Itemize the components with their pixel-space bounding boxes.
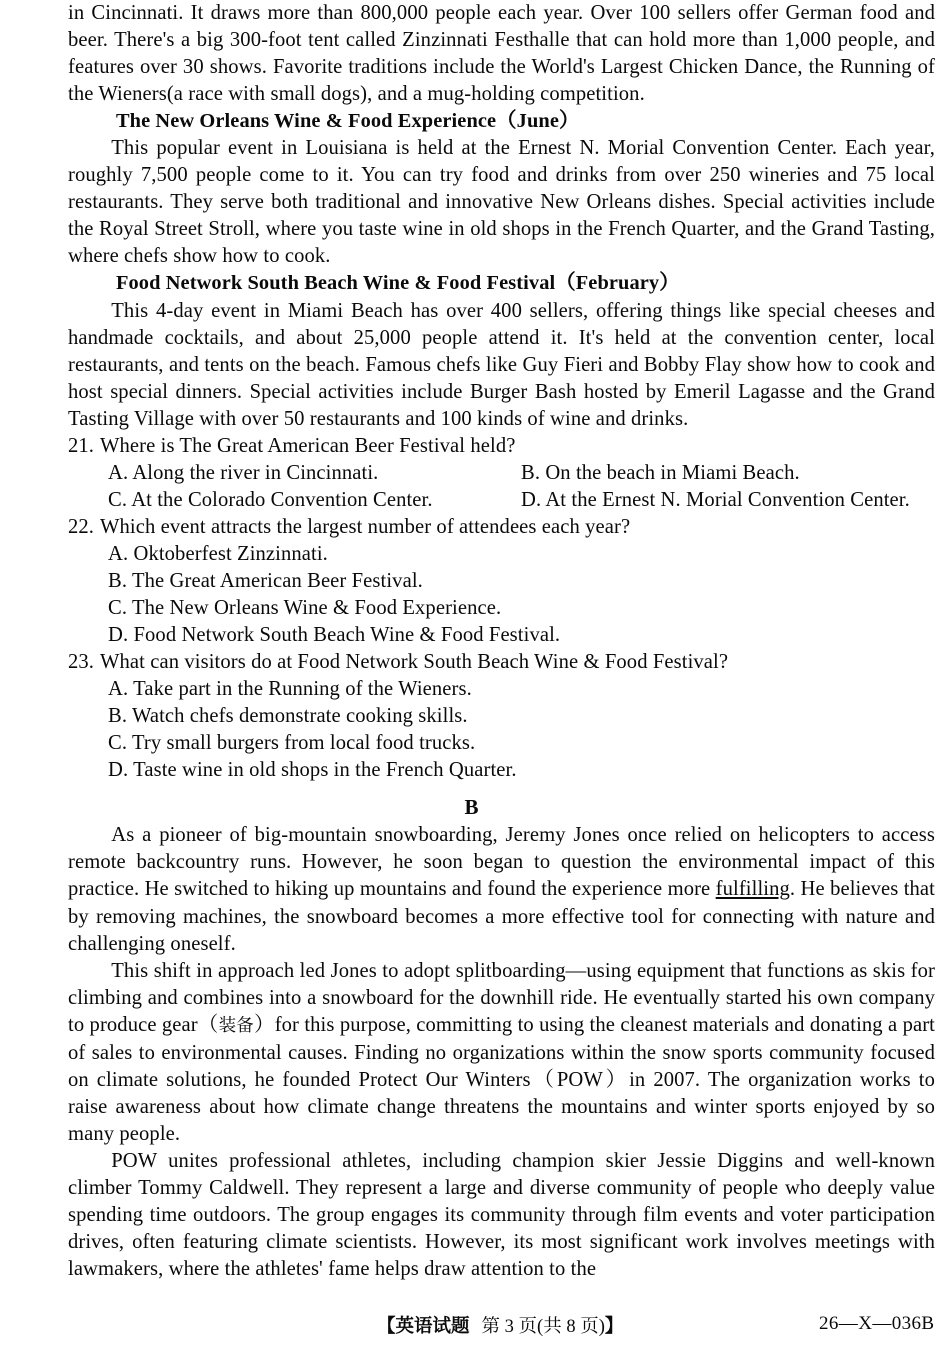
passage-b-p2-post: ）for this purpose, committing to using the cleanest materials and donating a part of sales to environmental causes. Finding no organizations within the snow sports community focused on climate solutions, he founded Protect Our Winters（POW）in 2007. The organization works to raise awareness about how climate change threatens the mountains and winter sports enjoyed by so many people. bbox=[68, 1013, 936, 1145]
event-body-south-beach: This 4-day event in Miami Beach has over 400 sellers, offering things like special cheeses and handmade cocktails, and about 25,000 people attend it. It's held at the convention center, local restaurants, and tents on the beach. Famous chefs like Guy Fieri and Bobby Flay show how to cook and host special dinners. Special activities include Burger Bash hosted by Emeril Lagasse and the Grand Tasting Village with over 50 restaurants and 100 kinds of wine and drinks. bbox=[68, 299, 935, 430]
page-footer bbox=[0, 1312, 950, 1346]
question-23-option-a[interactable]: A. Take part in the Running of the Wieners. bbox=[108, 678, 472, 701]
question-23-option-d[interactable]: D. Taste wine in old shops in the French Quarter. bbox=[108, 759, 517, 782]
footer-page-marker bbox=[377, 1312, 623, 1338]
question-21-option-a[interactable]: A. Along the river in Cincinnati. bbox=[108, 461, 379, 484]
question-21-option-d[interactable]: D. At the Ernest N. Morial Convention Center. bbox=[521, 488, 910, 511]
question-22-option-a[interactable]: A. Oktoberfest Zinzinnati. bbox=[108, 542, 328, 565]
passage-b-p1-pre: As a pioneer of big-mountain snowboarding, Jeremy Jones once relied on helicopters to access remote backcountry runs. However, he soon began to question the environmental impact of this practice. He switched to hiking up mountains and found the experience more bbox=[68, 824, 935, 901]
question-21-number: 21. bbox=[68, 434, 95, 457]
question-21-option-b[interactable]: B. On the beach in Miami Beach. bbox=[521, 461, 800, 484]
question-21-option-row-1 bbox=[68, 460, 935, 487]
passage-b-paragraph-1 bbox=[68, 822, 935, 957]
footer-bracket-close: 】 bbox=[604, 1316, 624, 1337]
question-21-stem: Where is The Great American Beer Festival held? bbox=[100, 434, 516, 457]
passage-b-p1-post: . He believes that by removing machines, the snowboard becomes a more effective tool for connecting with nature and challenging oneself. bbox=[68, 878, 935, 955]
section-heading-b: B bbox=[464, 795, 479, 820]
footer-subject: 英语试题 bbox=[395, 1316, 470, 1337]
glossed-word-fulfilling: fulfilling bbox=[715, 878, 790, 901]
chinese-gloss-gear: 装备 bbox=[218, 1015, 254, 1036]
page-body-column bbox=[68, 0, 935, 1283]
question-22-option-c[interactable]: C. The New Orleans Wine & Food Experience. bbox=[108, 597, 502, 620]
question-22-number: 22. bbox=[68, 515, 95, 538]
footer-page-label: 第 3 页(共 8 页) bbox=[481, 1317, 605, 1337]
passage-b-paragraph-3: POW unites professional athletes, including champion skier Jessie Diggins and well-known climber Tommy Caldwell. They represent a large and diverse community of people who deeply value spending time outdoors. The group engages its community through film events and voter participation drives, often featuring climate scientists. However, its most significant work involves meetings with lawmakers, where the athletes' fame helps draw attention to the bbox=[68, 1149, 935, 1281]
question-23-option-b[interactable]: B. Watch chefs demonstrate cooking skills. bbox=[108, 705, 468, 728]
question-23 bbox=[68, 649, 935, 676]
passage-b-paragraph-2 bbox=[68, 958, 935, 1148]
event-heading-south-beach: Food Network South Beach Wine & Food Festival（February） bbox=[115, 272, 680, 295]
question-23-number: 23. bbox=[68, 651, 95, 674]
question-23-stem: What can visitors do at Food Network South Beach Wine & Food Festival? bbox=[100, 651, 729, 674]
section-spacer bbox=[68, 784, 935, 792]
question-22-option-d[interactable]: D. Food Network South Beach Wine & Food Festival. bbox=[108, 624, 561, 647]
question-21 bbox=[68, 433, 935, 460]
question-22-option-b[interactable]: B. The Great American Beer Festival. bbox=[108, 569, 423, 592]
event-heading-new-orleans: The New Orleans Wine & Food Experience（June） bbox=[115, 110, 580, 133]
passage-a-continued-paragraph: in Cincinnati. It draws more than 800,000 people each year. Over 100 sellers offer German food and beer. There's a big 300-foot tent called Zinzinnati Festhalle that can hold more than 1,000 people, and features over 30 shows. Favorite traditions include the World's Largest Chicken Dance, the Running of the Wieners(a race with small dogs), and a mug-holding competition. bbox=[68, 2, 935, 106]
passage-b-p2-pre: This shift in approach led Jones to adopt splitboarding—using equipment that functions as skis for climbing and combines into a snowboard for the downhill ride. He eventually started his own company to produce gear（ bbox=[68, 959, 935, 1036]
footer-paper-code: 26—X—036B bbox=[819, 1313, 935, 1334]
event-body-new-orleans: This popular event in Louisiana is held at the Ernest N. Morial Convention Center. Each year, roughly 7,500 people come to it. You can try food and drinks from over 250 wineries and 75 local restaurants. They serve both traditional and innovative New Orleans dishes. Special activities include the Royal Street Stroll, where you taste wine in old shops in the French Quarter, and the Grand Tasting, where chefs show how to cook. bbox=[68, 137, 935, 268]
question-21-option-row-2 bbox=[68, 487, 935, 514]
question-21-option-c[interactable]: C. At the Colorado Convention Center. bbox=[108, 488, 433, 511]
footer-bracket-open: 【 bbox=[377, 1316, 396, 1337]
question-22-stem: Which event attracts the largest number of attendees each year? bbox=[100, 515, 631, 538]
question-22 bbox=[68, 514, 935, 541]
question-23-option-c[interactable]: C. Try small burgers from local food trucks. bbox=[108, 732, 476, 755]
